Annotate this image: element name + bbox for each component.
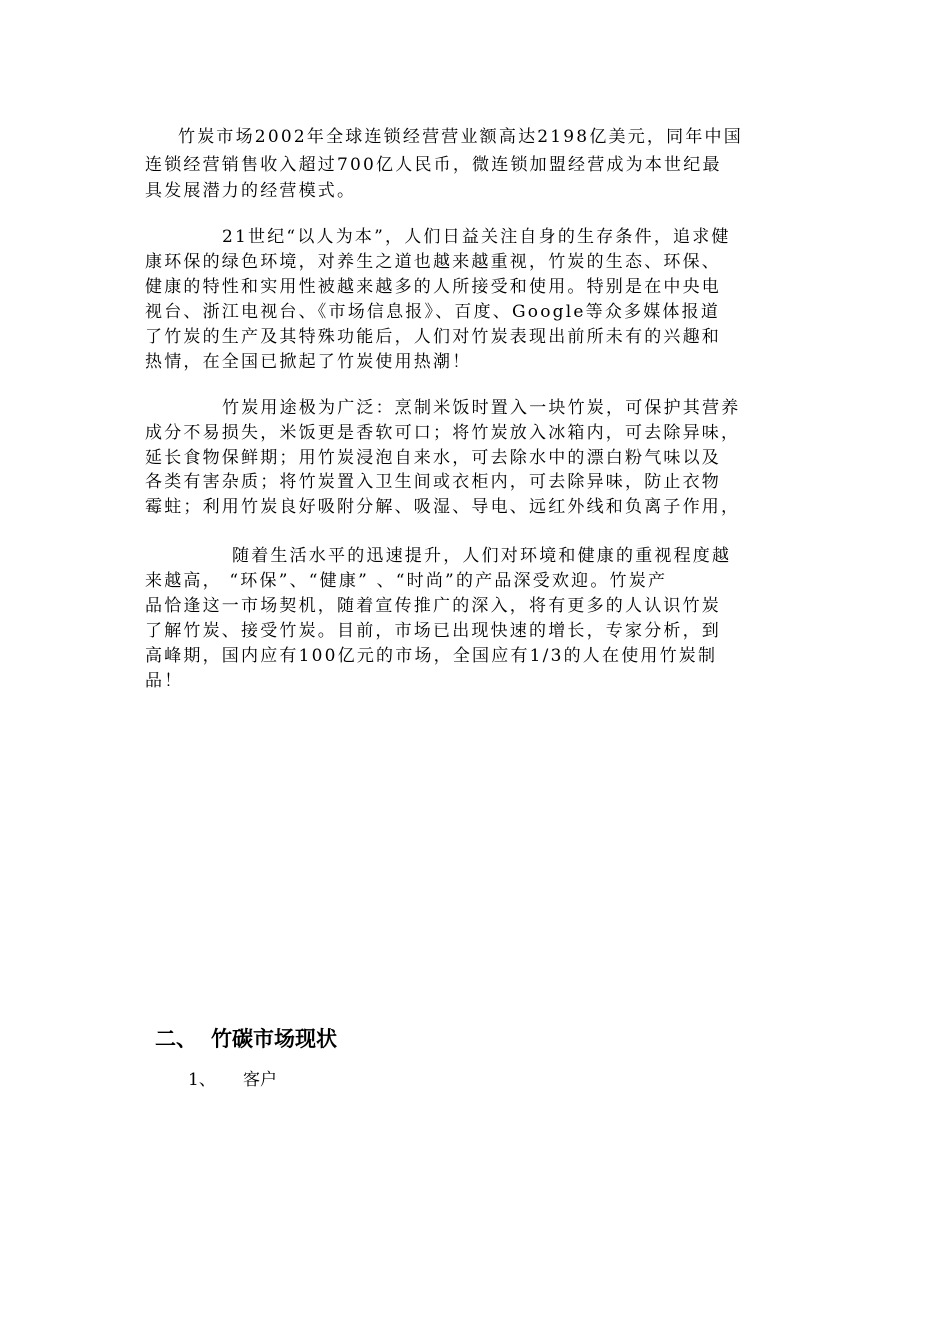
text-line: 品！ — [145, 671, 184, 691]
text-line: 霉蛀；利用竹炭良好吸附分解、吸湿、导电、远红外线和负离子作用， — [145, 497, 741, 517]
text-line: 高峰期，国内应有100亿元的市场，全国应有1/3的人在使用竹炭制 — [145, 646, 718, 666]
text-line: 竹炭市场2002年全球连锁经营营业额高达2198亿美元，同年中国 — [178, 127, 743, 147]
text-line: 21世纪“以人为本”，人们日益关注自身的生存条件，追求健 — [222, 227, 731, 247]
text-line: 了竹炭的生产及其特殊功能后，人们对竹炭表现出前所未有的兴趣和 — [145, 327, 721, 347]
section-heading — [155, 1025, 337, 1053]
text-line: 视台、浙江电视台、《市场信息报》、百度、Google等众多媒体报道 — [145, 302, 721, 322]
text-line: 各类有害杂质；将竹炭置入卫生间或衣柜内，可去除异味，防止衣物 — [145, 472, 721, 492]
text-line: 品恰逢这一市场契机，随着宣传推广的深入，将有更多的人认识竹炭 — [145, 596, 721, 616]
text-line: 了解竹炭、接受竹炭。目前，市场已出现快速的增长，专家分析，到 — [145, 621, 721, 641]
section-number: 二、 — [155, 1027, 197, 1051]
text-line: 连锁经营销售收入超过700亿人民币，微连锁加盟经营成为本世纪最 — [145, 155, 722, 175]
text-line: 随着生活水平的迅速提升，人们对环境和健康的重视程度越 — [232, 546, 732, 566]
text-line: 来越高， “环保”、“健康” 、“时尚”的产品深受欢迎。竹炭产 — [145, 571, 668, 591]
text-line: 热情，在全国已掀起了竹炭使用热潮！ — [145, 352, 472, 372]
text-line: 延长食物保鲜期；用竹炭浸泡自来水，可去除水中的漂白粉气味以及 — [145, 448, 721, 468]
text-line: 康环保的绿色环境，对养生之道也越来越重视，竹炭的生态、环保、 — [145, 252, 721, 272]
text-line: 竹炭用途极为广泛：烹制米饭时置入一块竹炭，可保护其营养 — [222, 398, 741, 418]
subsection-number: 1、 — [188, 1070, 216, 1090]
subsection-title: 客户 — [243, 1070, 277, 1090]
subsection-heading — [188, 1068, 277, 1092]
text-line: 成分不易损失，米饭更是香软可口；将竹炭放入冰箱内，可去除异味， — [145, 423, 741, 443]
section-title: 竹碳市场现状 — [211, 1027, 337, 1051]
text-line: 健康的特性和实用性被越来越多的人所接受和使用。特别是在中央电 — [145, 277, 721, 297]
text-line: 具发展潜力的经营模式。 — [145, 181, 357, 201]
